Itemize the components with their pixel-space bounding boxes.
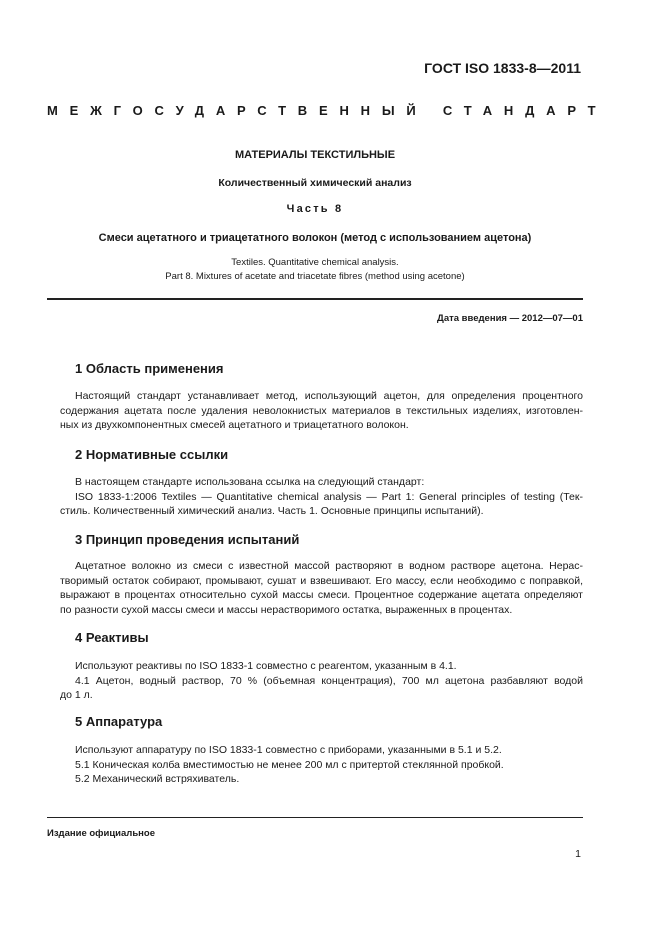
section-5-line: 5.1 Коническая колба вместимостью не менее 200 мл с притертой стеклянной пробкой. [75, 758, 504, 771]
section-2-line: ISO 1833-1:2006 Textiles — Quantitative chemical analysis — Part 1: General principles of testing (Тек- [75, 490, 583, 503]
section-4-line: Используют реактивы по ISO 1833-1 совместно с реагентом, указанным в 4.1. [75, 660, 457, 672]
doc-title-main: МАТЕРИАЛЫ ТЕКСТИЛЬНЫЕ [234, 149, 396, 161]
section-1-heading: 1 Область применения [75, 361, 224, 376]
official-publication-note: Издание официальное [47, 828, 155, 839]
section-3-body [60, 559, 583, 617]
section-5-line: 5.2 Механический встряхиватель. [75, 773, 240, 785]
section-3-line: Ацетатное волокно из смеси с известной массой растворяют в водном растворе ацетона. Нерас- [75, 560, 583, 572]
section-5-line: Используют аппаратуру по ISO 1833-1 совместно с приборами, указанными в 5.1 и 5.2. [75, 744, 502, 756]
section-1-line: Настоящий стандарт устанавливает метод, использующий ацетон, для определения процентного [75, 390, 583, 402]
doc-title-part: Часть 8 [286, 203, 344, 215]
section-5-heading: 5 Аппаратура [75, 714, 163, 729]
title-divider [47, 298, 583, 300]
section-3-line: по разности сухой массы смеси и массы нерастворимого остатка, выраженных в процентах. [60, 603, 513, 616]
doc-title-subject: Смеси ацетатного и триацетатного волокон (метод с использованием ацетона) [98, 232, 532, 244]
section-4-line: 4.1 Ацетон, водный раствор, 70 % (объемная концентрация), 700 мл ацетона разбавляют водой [75, 674, 583, 687]
section-1-line: содержания ацетата после удаления неволокнистых материалов в текстильных изделиях, изготовлен- [60, 404, 583, 417]
footer-divider [47, 817, 583, 818]
section-4-line: до 1 л. [60, 689, 93, 701]
section-1-line: ных из двухкомпонентных смесей ацетатного и триацетатного волокон. [60, 419, 409, 431]
gost-code: ГОСТ ISO 1833-8—2011 [424, 60, 581, 76]
doc-title-english-line1: Textiles. Quantitative chemical analysis. [231, 257, 399, 268]
section-3-line: творимый остаток собирают, промывают, сушат и взвешивают. Его массу, если необходимо с поправкой, [60, 574, 583, 587]
interstate-standard-banner: МЕЖГОСУДАРСТВЕННЫЙ СТАНДАРТ [47, 103, 608, 118]
section-5-body [60, 743, 583, 787]
section-2-heading: 2 Нормативные ссылки [75, 447, 229, 462]
page-number: 1 [575, 848, 581, 860]
intro-date: Дата введения — 2012—07—01 [437, 313, 583, 324]
section-2-line: стиль. Количественный химический анализ. Часть 1. Основные принципы испытаний). [60, 505, 484, 517]
section-2-line: В настоящем стандарте использована ссылка на следующий стандарт: [75, 476, 425, 488]
doc-title-sub: Количественный химический анализ [218, 177, 412, 189]
section-2-body [60, 475, 583, 519]
section-4-body [60, 659, 583, 703]
section-1-body [60, 389, 583, 433]
section-3-line: выражают в процентах относительно сухой массы смеси. Процентное содержание ацетата определяют [60, 589, 583, 601]
doc-title-english-line2: Part 8. Mixtures of acetate and triacetate fibres (method using acetone) [165, 271, 465, 282]
section-4-heading: 4 Реактивы [75, 630, 149, 645]
section-3-heading: 3 Принцип проведения испытаний [75, 532, 300, 547]
